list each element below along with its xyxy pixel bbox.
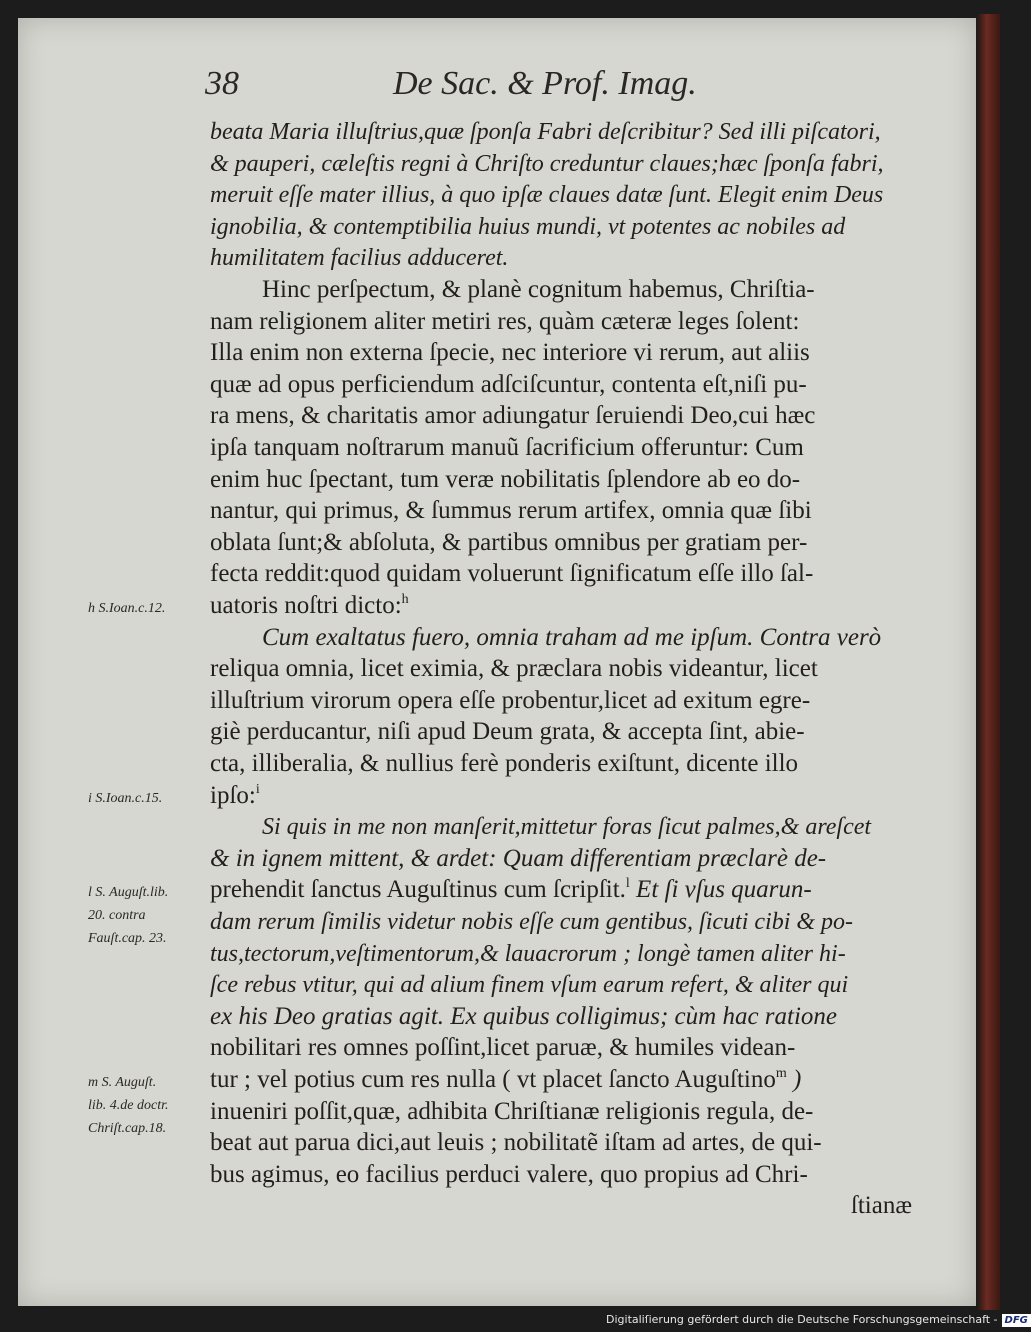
text-line: [210, 149, 910, 179]
line-text: humilitatem facilius adduceret.: [210, 245, 509, 272]
text-line: [210, 401, 910, 431]
text-line: [210, 1128, 910, 1158]
line-text: beata Maria illuſtrius,quæ ſponſa Fabri deſcribitur? Sed illi piſcatori,: [210, 119, 881, 145]
line-text: dam rerum ſimilis videtur nobis eſſe cum gentibus, ſicuti cibi & po-: [210, 909, 854, 935]
line-text: cta, illiberalia, & nullius ferè ponderis exiſtunt, dicente illo: [210, 750, 799, 777]
margin-note-line: h S.Ioan.c.12.: [88, 601, 166, 616]
line-text: Hinc perſpectum, & planè cognitum habemus, Chriſtia-: [262, 276, 815, 303]
text-line: [210, 970, 910, 1000]
line-text: ipſo:: [210, 781, 256, 809]
text-line: [210, 338, 910, 368]
line-text: giè perducantur, niſi apud Deum grata, & accepta ſint, abie-: [210, 718, 805, 746]
text-line: [210, 939, 910, 969]
text-line: [210, 654, 910, 684]
text-line: [210, 117, 910, 147]
line-text: Si quis in me non manſerit,mittetur foras ſicut palmes,& areſcet: [262, 814, 872, 841]
page-header: [205, 65, 905, 111]
line-text: fecta reddit:quod quidam voluerunt ſignificatum eſſe illo ſal-: [210, 560, 814, 588]
line-text: ipſa tanquam noſtrarum manuũ ſacrificium offeruntur: Cum: [210, 434, 804, 461]
line-text: uatoris noſtri dicto:: [210, 592, 402, 619]
margin-note: [88, 881, 212, 950]
dfg-logo: DFG: [1002, 1314, 1031, 1327]
line-text: ignobilia, & contemptibilia huius mundi, vt potentes ac nobiles ad: [210, 213, 846, 240]
page-number: 38: [205, 65, 239, 102]
text-line: [210, 907, 910, 937]
text-line: [210, 749, 910, 779]
text-line: [262, 623, 910, 653]
line-text: enim huc ſpectant, tum veræ nobilitatis ſplendore ab eo do-: [210, 465, 801, 493]
margin-note-line: 20. contra: [88, 908, 146, 924]
line-text: inueniri poſſit,quæ, adhibita Chriſtianæ religionis regula, de-: [210, 1097, 814, 1125]
line-text: illuſtrium virorum opera eſſe probentur,licet ad exitum egre-: [210, 686, 811, 714]
text-line: [210, 591, 910, 621]
digitization-credit: [606, 1313, 1028, 1329]
line-text: ex his Deo gratias agit. Ex quibus colligimus; cùm hac ratione: [210, 1002, 838, 1030]
footnote-marker: m: [775, 1066, 787, 1081]
footnote-marker: i: [255, 781, 260, 797]
line-text: Illa enim non externa ſpecie, nec interiore vi rerum, aut aliis: [210, 339, 810, 367]
margin-note-line: i S.Ioan.c.15.: [88, 790, 163, 806]
text-line: [210, 875, 910, 905]
line-text: oblata ſunt;& abſoluta, & partibus omnibus per gratiam per-: [210, 528, 808, 556]
line-text: beat aut parua dici,aut leuis ; nobilitatẽ iſtam ad artes, de qui-: [210, 1129, 822, 1157]
text-line: [210, 496, 910, 526]
line-text: nantur, qui primus, & ſummus rerum artifex, omnia quæ ſibi: [210, 497, 812, 525]
line-tail: Et ſi vſus quarun-: [629, 876, 812, 904]
text-line: [210, 781, 910, 811]
book-spine-edge: [978, 14, 1000, 1310]
line-text: reliqua omnia, licet eximia, & præclara nobis videantur, licet: [210, 655, 818, 683]
margin-note-line: l S. Auguſt.lib.: [88, 885, 169, 901]
text-line: [210, 844, 910, 874]
text-line: [210, 212, 910, 242]
line-text: tus,tectorum,veſtimentorum,& lauacrorum ; longè tamen aliter hi-: [210, 940, 846, 967]
running-title: De Sac. & Prof. Imag.: [393, 65, 697, 102]
text-line: [210, 1033, 910, 1063]
text-line: [210, 1160, 910, 1190]
line-text: meruit eſſe mater illius, à quo ipſæ claues datæ ſunt. Elegit enim Deus: [210, 182, 884, 209]
line-text: ſtianæ: [850, 1192, 912, 1220]
line-text: nam religionem aliter metiri res, quàm cæteræ leges ſolent:: [210, 307, 800, 335]
text-line: [210, 1065, 910, 1095]
line-text: tur ; vel potius cum res nulla ( vt placet ſancto Auguſtino: [210, 1066, 776, 1093]
line-text: nobilitari res omnes poſſint,licet paruæ, & humiles videan-: [210, 1034, 796, 1062]
text-line: [210, 559, 910, 589]
margin-note: [88, 1071, 212, 1140]
text-line: [210, 717, 910, 747]
credit-text: Digitaliſierung gefördert durch die Deutsche Forschungsgemeinschaft -: [606, 1313, 998, 1326]
margin-note: [88, 597, 212, 620]
line-tail: ): [786, 1066, 802, 1093]
line-text: bus agimus, eo facilius perduci valere, quo propius ad Chri-: [210, 1160, 808, 1188]
text-line: [210, 1097, 910, 1127]
margin-note-line: lib. 4.de doctr.: [88, 1098, 169, 1113]
margin-note-line: Fauſt.cap. 23.: [88, 931, 167, 947]
text-line: [210, 180, 910, 210]
footnote-marker: h: [401, 592, 409, 607]
margin-note: [88, 787, 212, 810]
margin-note-line: Chriſt.cap.18.: [88, 1121, 167, 1136]
text-line: [262, 812, 910, 842]
text-line: [262, 275, 910, 305]
text-line: [210, 370, 910, 400]
margin-note-line: m S. Auguſt.: [88, 1075, 157, 1090]
line-text: & in ignem mittent, & ardet: Quam differentiam præclarè de-: [210, 844, 827, 872]
line-text: & pauperi, cæleſtis regni à Chriſto creduntur claues;hæc ſponſa fabri,: [210, 150, 884, 177]
text-line: [210, 433, 910, 463]
line-text: ra mens, & charitatis amor adiungatur ſeruiendi Deo,cui hæc: [210, 402, 816, 430]
line-text: quæ ad opus perficiendum adſciſcuntur, contenta eſt,niſi pu-: [210, 370, 807, 398]
text-line: [210, 243, 910, 273]
line-text: Cum exaltatus fuero, omnia traham ad me ipſum. Contra verò: [262, 623, 882, 651]
text-line: [210, 465, 910, 495]
text-line: [210, 307, 910, 337]
line-text: prehendit ſanctus Auguſtinus cum ſcripſit.: [210, 876, 626, 904]
text-line: [210, 1002, 910, 1032]
text-line: [210, 528, 910, 558]
line-text: ſce rebus vtitur, qui ad alium finem vſum earum refert, & aliter qui: [210, 972, 849, 999]
footnote-marker: l: [625, 876, 630, 892]
text-line: [210, 686, 910, 716]
text-line: [851, 1191, 912, 1221]
